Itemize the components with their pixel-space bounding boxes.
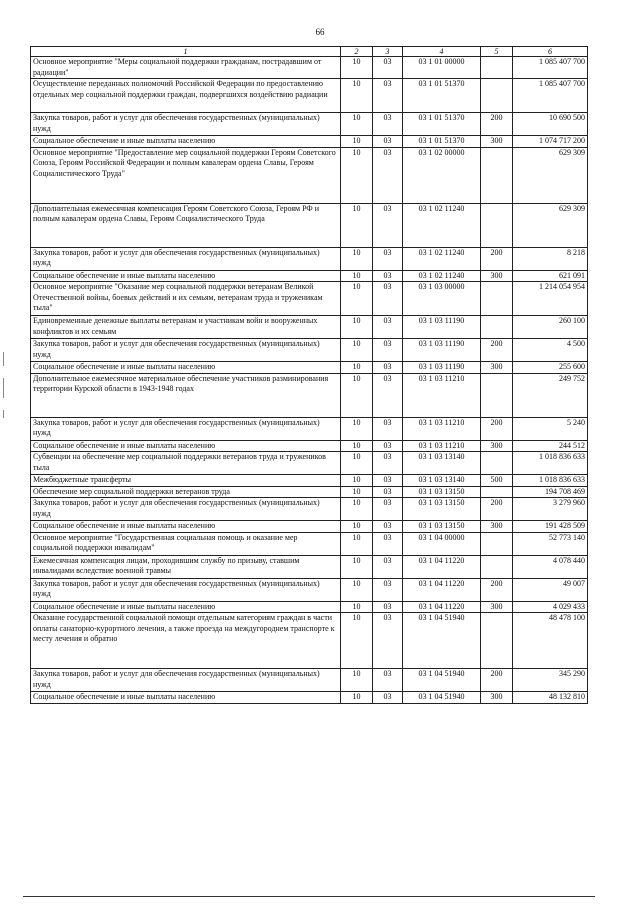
row-expense-type-cell: 200 <box>481 417 513 440</box>
row-name-cell: Закупка товаров, работ и услуг для обеспечения государственных (муниципальных) нужд <box>31 669 341 692</box>
row-amount-cell: 1 074 717 200 <box>513 136 588 148</box>
row-name-cell: Основное мероприятие "Меры социальной поддержки гражданам, пострадавшим от радиации" <box>31 57 341 79</box>
row-name-cell: Социальное обеспечение и иные выплаты населению <box>31 601 341 613</box>
row-section-cell: 10 <box>341 440 373 452</box>
row-section-cell: 10 <box>341 601 373 613</box>
row-name-cell: Оказание государственной социальной помощи отдельным категориям граждан в части оплаты санаторно-курортного лечения, а также проезда на междугороднем транспорте к месту лечения и обратно <box>31 613 341 669</box>
row-name-cell: Дополнительная ежемесячная компенсация Героям Советского Союза, Героям РФ и полным кавалерам ордена Славы, Героям Социалистического Труда <box>31 203 341 247</box>
row-section-cell: 10 <box>341 247 373 270</box>
row-target-code-cell: 03 1 04 11220 <box>403 601 481 613</box>
bottom-rule <box>23 896 595 897</box>
table-row <box>31 669 588 692</box>
row-amount-cell: 191 428 509 <box>513 521 588 533</box>
row-target-code-cell: 03 1 03 00000 <box>403 282 481 316</box>
row-amount-cell: 194 708 469 <box>513 486 588 498</box>
row-expense-type-cell: 300 <box>481 136 513 148</box>
row-amount-cell: 3 279 960 <box>513 498 588 521</box>
row-section-cell: 10 <box>341 113 373 136</box>
row-subsection-cell: 03 <box>373 247 403 270</box>
row-target-code-cell: 03 1 03 13150 <box>403 498 481 521</box>
row-subsection-cell: 03 <box>373 692 403 704</box>
margin-mark <box>3 378 4 398</box>
row-name-cell: Социальное обеспечение и иные выплаты населению <box>31 362 341 374</box>
table-row <box>31 417 588 440</box>
row-subsection-cell: 03 <box>373 316 403 339</box>
table-row <box>31 532 588 555</box>
table-row <box>31 282 588 316</box>
table-row <box>31 147 588 203</box>
row-target-code-cell: 03 1 04 11220 <box>403 578 481 601</box>
row-subsection-cell: 03 <box>373 613 403 669</box>
row-amount-cell: 4 078 440 <box>513 555 588 578</box>
row-section-cell: 10 <box>341 79 373 113</box>
row-target-code-cell: 03 1 03 11210 <box>403 440 481 452</box>
row-target-code-cell: 03 1 01 51370 <box>403 79 481 113</box>
row-target-code-cell: 03 1 03 11190 <box>403 339 481 362</box>
row-name-cell: Осуществление переданных полномочий Российской Федерации по предоставлению отдельных мер социальной поддержки граждан, подвергшихся воздействию радиации <box>31 79 341 113</box>
table-row <box>31 555 588 578</box>
table-row <box>31 247 588 270</box>
table-row <box>31 339 588 362</box>
page-number: 66 <box>315 27 325 37</box>
row-amount-cell: 48 132 810 <box>513 692 588 704</box>
row-subsection-cell: 03 <box>373 203 403 247</box>
table-row <box>31 486 588 498</box>
row-section-cell: 10 <box>341 316 373 339</box>
row-section-cell: 10 <box>341 452 373 475</box>
row-expense-type-cell: 200 <box>481 669 513 692</box>
row-expense-type-cell <box>481 555 513 578</box>
row-amount-cell: 1 018 836 633 <box>513 475 588 487</box>
row-subsection-cell: 03 <box>373 555 403 578</box>
row-amount-cell: 621 091 <box>513 270 588 282</box>
margin-mark <box>3 410 4 418</box>
row-name-cell: Межбюджетные трансферты <box>31 475 341 487</box>
row-amount-cell: 5 240 <box>513 417 588 440</box>
table-row <box>31 57 588 79</box>
row-subsection-cell: 03 <box>373 270 403 282</box>
row-target-code-cell: 03 1 04 51940 <box>403 692 481 704</box>
table-header-row <box>31 47 588 57</box>
row-target-code-cell: 03 1 03 11190 <box>403 362 481 374</box>
row-section-cell: 10 <box>341 475 373 487</box>
row-subsection-cell: 03 <box>373 452 403 475</box>
row-subsection-cell: 03 <box>373 669 403 692</box>
row-amount-cell: 49 007 <box>513 578 588 601</box>
row-name-cell: Социальное обеспечение и иные выплаты населению <box>31 136 341 148</box>
row-target-code-cell: 03 1 02 11240 <box>403 247 481 270</box>
table-row <box>31 521 588 533</box>
header-col-4: 4 <box>403 47 481 57</box>
row-expense-type-cell: 200 <box>481 247 513 270</box>
row-name-cell: Основное мероприятие "Предоставление мер социальной поддержки Героям Советского Союза, Героям Российской Федерации и полным кавалерам ордена Славы, Героям Социалистического Труда" <box>31 147 341 203</box>
row-section-cell: 10 <box>341 282 373 316</box>
header-col-3: 3 <box>373 47 403 57</box>
row-section-cell: 10 <box>341 498 373 521</box>
row-target-code-cell: 03 1 02 00000 <box>403 147 481 203</box>
row-section-cell: 10 <box>341 486 373 498</box>
table-row <box>31 601 588 613</box>
row-expense-type-cell: 300 <box>481 270 513 282</box>
row-expense-type-cell: 300 <box>481 362 513 374</box>
margin-mark <box>3 352 4 366</box>
row-section-cell: 10 <box>341 339 373 362</box>
budget-table <box>30 46 588 704</box>
row-section-cell: 10 <box>341 417 373 440</box>
row-amount-cell: 629 309 <box>513 203 588 247</box>
row-subsection-cell: 03 <box>373 79 403 113</box>
table-row <box>31 113 588 136</box>
row-amount-cell: 249 752 <box>513 373 588 417</box>
row-amount-cell: 10 690 500 <box>513 113 588 136</box>
row-target-code-cell: 03 1 04 51940 <box>403 613 481 669</box>
row-subsection-cell: 03 <box>373 578 403 601</box>
row-expense-type-cell <box>481 486 513 498</box>
table-row <box>31 373 588 417</box>
row-amount-cell: 255 600 <box>513 362 588 374</box>
table-row <box>31 452 588 475</box>
row-name-cell: Основное мероприятие "Государственная социальная помощь и оказание мер социальной поддержки инвалидам" <box>31 532 341 555</box>
row-subsection-cell: 03 <box>373 339 403 362</box>
row-expense-type-cell <box>481 203 513 247</box>
row-expense-type-cell <box>481 79 513 113</box>
row-expense-type-cell: 200 <box>481 498 513 521</box>
row-target-code-cell: 03 1 01 00000 <box>403 57 481 79</box>
row-name-cell: Социальное обеспечение и иные выплаты населению <box>31 270 341 282</box>
row-expense-type-cell: 200 <box>481 339 513 362</box>
row-target-code-cell: 03 1 04 00000 <box>403 532 481 555</box>
row-name-cell: Социальное обеспечение и иные выплаты населению <box>31 692 341 704</box>
table-row <box>31 79 588 113</box>
table-row <box>31 578 588 601</box>
table-row <box>31 203 588 247</box>
table-row <box>31 692 588 704</box>
row-expense-type-cell <box>481 532 513 555</box>
row-name-cell: Социальное обеспечение и иные выплаты населению <box>31 440 341 452</box>
row-name-cell: Закупка товаров, работ и услуг для обеспечения государственных (муниципальных) нужд <box>31 498 341 521</box>
row-name-cell: Ежемесячная компенсация лицам, проходившим службу по призыву, ставшим инвалидами вследствие военной травмы <box>31 555 341 578</box>
header-col-5: 5 <box>481 47 513 57</box>
row-expense-type-cell <box>481 373 513 417</box>
row-expense-type-cell <box>481 147 513 203</box>
row-target-code-cell: 03 1 02 11240 <box>403 270 481 282</box>
row-subsection-cell: 03 <box>373 147 403 203</box>
row-name-cell: Закупка товаров, работ и услуг для обеспечения государственных (муниципальных) нужд <box>31 578 341 601</box>
row-subsection-cell: 03 <box>373 440 403 452</box>
row-expense-type-cell: 200 <box>481 578 513 601</box>
row-target-code-cell: 03 1 03 13140 <box>403 452 481 475</box>
row-subsection-cell: 03 <box>373 373 403 417</box>
table-row <box>31 270 588 282</box>
row-section-cell: 10 <box>341 203 373 247</box>
row-amount-cell: 260 100 <box>513 316 588 339</box>
row-expense-type-cell: 300 <box>481 601 513 613</box>
row-target-code-cell: 03 1 03 13140 <box>403 475 481 487</box>
row-section-cell: 10 <box>341 613 373 669</box>
row-subsection-cell: 03 <box>373 521 403 533</box>
row-expense-type-cell: 200 <box>481 113 513 136</box>
table-row <box>31 475 588 487</box>
row-amount-cell: 1 018 836 633 <box>513 452 588 475</box>
row-section-cell: 10 <box>341 57 373 79</box>
row-amount-cell: 345 290 <box>513 669 588 692</box>
row-subsection-cell: 03 <box>373 113 403 136</box>
row-subsection-cell: 03 <box>373 417 403 440</box>
row-subsection-cell: 03 <box>373 136 403 148</box>
row-expense-type-cell: 300 <box>481 692 513 704</box>
row-expense-type-cell <box>481 613 513 669</box>
row-expense-type-cell <box>481 282 513 316</box>
row-subsection-cell: 03 <box>373 362 403 374</box>
row-subsection-cell: 03 <box>373 282 403 316</box>
row-target-code-cell: 03 1 03 13150 <box>403 486 481 498</box>
row-expense-type-cell <box>481 452 513 475</box>
table-row <box>31 440 588 452</box>
row-amount-cell: 48 478 100 <box>513 613 588 669</box>
row-target-code-cell: 03 1 03 11210 <box>403 373 481 417</box>
row-target-code-cell: 03 1 03 13150 <box>403 521 481 533</box>
row-amount-cell: 1 085 407 700 <box>513 57 588 79</box>
table-row <box>31 613 588 669</box>
row-expense-type-cell <box>481 57 513 79</box>
row-subsection-cell: 03 <box>373 498 403 521</box>
row-section-cell: 10 <box>341 555 373 578</box>
table-row <box>31 362 588 374</box>
row-amount-cell: 52 773 140 <box>513 532 588 555</box>
row-section-cell: 10 <box>341 147 373 203</box>
row-name-cell: Единовременные денежные выплаты ветеранам и участникам войн и вооруженных конфликтов и их семьям <box>31 316 341 339</box>
row-section-cell: 10 <box>341 136 373 148</box>
row-amount-cell: 1 214 054 954 <box>513 282 588 316</box>
row-target-code-cell: 03 1 02 11240 <box>403 203 481 247</box>
row-section-cell: 10 <box>341 270 373 282</box>
row-target-code-cell: 03 1 03 11210 <box>403 417 481 440</box>
row-subsection-cell: 03 <box>373 532 403 555</box>
row-target-code-cell: 03 1 04 11220 <box>403 555 481 578</box>
row-amount-cell: 4 500 <box>513 339 588 362</box>
row-section-cell: 10 <box>341 373 373 417</box>
row-target-code-cell: 03 1 01 51370 <box>403 113 481 136</box>
header-col-2: 2 <box>341 47 373 57</box>
row-section-cell: 10 <box>341 521 373 533</box>
header-col-1: 1 <box>31 47 341 57</box>
row-name-cell: Дополнительное ежемесячное материальное обеспечение участников разминирования территории Курской области в 1943-1948 годах <box>31 373 341 417</box>
row-section-cell: 10 <box>341 669 373 692</box>
row-target-code-cell: 03 1 01 51370 <box>403 136 481 148</box>
row-expense-type-cell: 300 <box>481 440 513 452</box>
row-name-cell: Закупка товаров, работ и услуг для обеспечения государственных (муниципальных) нужд <box>31 113 341 136</box>
table-row <box>31 136 588 148</box>
row-target-code-cell: 03 1 04 51940 <box>403 669 481 692</box>
row-section-cell: 10 <box>341 532 373 555</box>
row-subsection-cell: 03 <box>373 601 403 613</box>
row-amount-cell: 4 029 433 <box>513 601 588 613</box>
row-amount-cell: 629 309 <box>513 147 588 203</box>
row-name-cell: Социальное обеспечение и иные выплаты населению <box>31 521 341 533</box>
row-name-cell: Закупка товаров, работ и услуг для обеспечения государственных (муниципальных) нужд <box>31 247 341 270</box>
row-amount-cell: 8 218 <box>513 247 588 270</box>
row-section-cell: 10 <box>341 692 373 704</box>
table-row <box>31 316 588 339</box>
row-expense-type-cell: 500 <box>481 475 513 487</box>
row-subsection-cell: 03 <box>373 475 403 487</box>
table-row <box>31 498 588 521</box>
header-col-6: 6 <box>513 47 588 57</box>
row-expense-type-cell: 300 <box>481 521 513 533</box>
row-section-cell: 10 <box>341 362 373 374</box>
row-amount-cell: 1 085 407 700 <box>513 79 588 113</box>
row-subsection-cell: 03 <box>373 57 403 79</box>
row-name-cell: Обеспечение мер социальной поддержки ветеранов труда <box>31 486 341 498</box>
row-amount-cell: 244 512 <box>513 440 588 452</box>
row-name-cell: Закупка товаров, работ и услуг для обеспечения государственных (муниципальных) нужд <box>31 417 341 440</box>
row-expense-type-cell <box>481 316 513 339</box>
row-section-cell: 10 <box>341 578 373 601</box>
row-name-cell: Субвенции на обеспечение мер социальной поддержки ветеранов труда и тружеников тыла <box>31 452 341 475</box>
row-target-code-cell: 03 1 03 11190 <box>403 316 481 339</box>
row-name-cell: Основное мероприятие "Оказание мер социальной поддержки ветеранам Великой Отечественной войны, боевых действий и их семьям, ветеранам труда и труженикам тыла" <box>31 282 341 316</box>
row-subsection-cell: 03 <box>373 486 403 498</box>
row-name-cell: Закупка товаров, работ и услуг для обеспечения государственных (муниципальных) нужд <box>31 339 341 362</box>
